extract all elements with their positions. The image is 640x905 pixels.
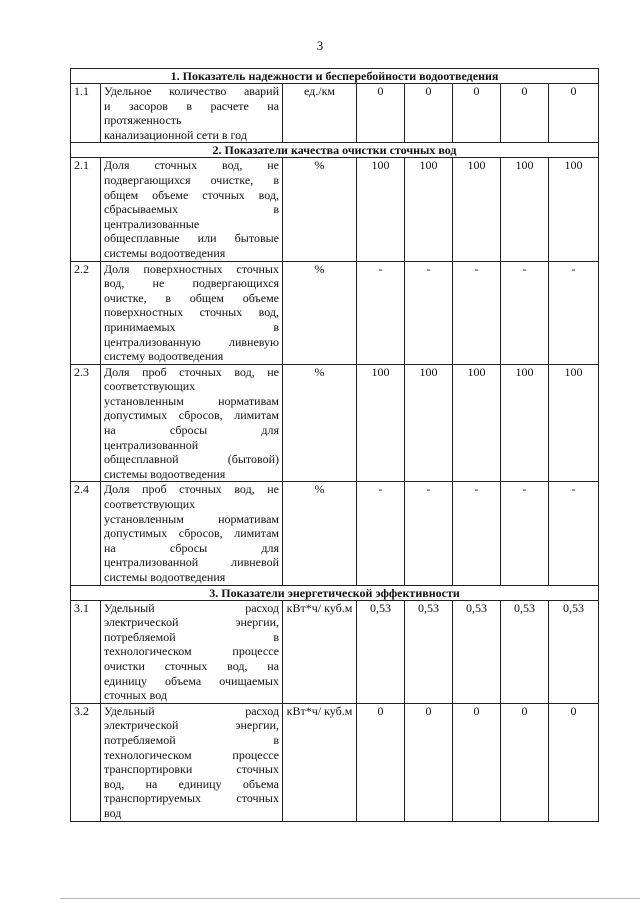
indicator-description [101, 703, 283, 821]
year-value: 0 [549, 703, 599, 821]
description-line: Удельный расход [104, 703, 279, 718]
indicator-row [71, 261, 599, 364]
indicators-table [70, 68, 599, 822]
description-line: потребляемой в [104, 732, 279, 747]
section-title: 2. Показатели качества очистки сточных вод [71, 143, 599, 158]
description-line: вод, не подвергающихся [104, 276, 279, 291]
description-line: системы водоотведения [104, 570, 226, 584]
description-line: соответствующих [104, 497, 196, 512]
indicator-number [71, 482, 101, 585]
indicator-number-text: 2.2 [74, 261, 89, 276]
scan-bottom-edge [60, 898, 640, 899]
description-line: Доля поверхностных сточных [104, 261, 279, 276]
indicator-row [71, 84, 599, 143]
indicator-row [71, 158, 599, 261]
year-value: 0,53 [357, 600, 405, 703]
description-line: вод [104, 805, 122, 820]
year-value: 100 [549, 158, 599, 261]
description-line: протяженность [104, 113, 182, 128]
description-line: системы водоотведения [104, 245, 226, 260]
year-value: 0 [501, 84, 549, 143]
section-header-row [71, 69, 599, 84]
description-line: систему водоотведения [104, 349, 224, 364]
year-value: 100 [357, 158, 405, 261]
description-line: установленным нормативам [104, 511, 279, 526]
description-line: общесплавной (бытовой) [104, 452, 279, 467]
year-value: 0 [357, 84, 405, 143]
description-line: установленным нормативам [104, 393, 279, 408]
year-value: - [501, 482, 549, 585]
indicator-description [101, 600, 283, 703]
page-number: 3 [316, 38, 324, 53]
indicator-description [101, 482, 283, 585]
year-value: 0,53 [501, 600, 549, 703]
indicator-number [71, 703, 101, 821]
description-line: канализационной сети в год [104, 127, 247, 142]
year-value: 0 [453, 703, 501, 821]
description-line: соответствующих [104, 379, 196, 394]
year-value: - [357, 482, 405, 585]
year-value: - [453, 482, 501, 585]
indicator-number-text: 2.4 [74, 482, 89, 497]
unit-of-measure: ед./км [283, 84, 357, 143]
indicator-description [101, 364, 283, 482]
indicator-row [71, 364, 599, 482]
unit-of-measure: кВт*ч/ куб.м [283, 703, 357, 821]
year-value: - [549, 261, 599, 364]
description-line: электрической энергии, [104, 718, 279, 733]
year-value: 100 [549, 364, 599, 482]
year-value: - [501, 261, 549, 364]
unit-of-measure: % [283, 364, 357, 482]
year-value: 0 [501, 703, 549, 821]
indicator-row [71, 600, 599, 703]
description-line: общем объеме сточных вод, [104, 187, 279, 202]
unit-of-measure: % [283, 261, 357, 364]
description-line: поверхностных сточных вод, [104, 305, 279, 320]
year-value: 0 [549, 84, 599, 143]
description-line: Удельный расход [104, 600, 279, 615]
description-line: транспортировки сточных [104, 762, 279, 777]
indicator-number [71, 158, 101, 261]
description-line: очистки сточных вод, на [104, 658, 279, 673]
description-line: централизованную ливневую [104, 334, 279, 349]
year-value: 100 [453, 364, 501, 482]
indicator-description [101, 261, 283, 364]
description-line: Удельное количество аварий [104, 84, 279, 98]
year-value: 0 [357, 703, 405, 821]
description-line: сточных вод [104, 688, 167, 703]
description-line: технологическом процессе [104, 747, 279, 762]
year-value: 0,53 [453, 600, 501, 703]
description-line: допустимых сбросов, лимитам [104, 526, 279, 541]
indicator-number-text: 2.1 [74, 158, 89, 173]
year-value: 100 [453, 158, 501, 261]
description-line: принимаемых в [104, 319, 279, 334]
description-line: Доля проб сточных вод, не [104, 482, 279, 497]
description-line: допустимых сбросов, лимитам [104, 408, 279, 423]
description-line: Доля сточных вод, не [104, 158, 279, 173]
description-line: Доля проб сточных вод, не [104, 364, 279, 379]
year-value: - [405, 482, 453, 585]
year-value: - [357, 261, 405, 364]
year-value: 100 [501, 364, 549, 482]
indicator-number [71, 600, 101, 703]
unit-of-measure: кВт*ч/ куб.м [283, 600, 357, 703]
description-line: на сбросы для [104, 423, 279, 438]
year-value: - [405, 261, 453, 364]
year-value: - [549, 482, 599, 585]
year-value: 0 [405, 84, 453, 143]
description-line: системы водоотведения [104, 466, 226, 481]
year-value: 100 [405, 364, 453, 482]
section-header-row [71, 143, 599, 158]
unit-of-measure: % [283, 482, 357, 585]
indicator-number-text: 1.1 [74, 84, 89, 98]
year-value: 100 [357, 364, 405, 482]
section-title: 3. Показатели энергетической эффективности [71, 585, 599, 600]
year-value: 0,53 [405, 600, 453, 703]
description-line: сбрасываемых в [104, 202, 279, 217]
indicator-number [71, 84, 101, 143]
description-line: централизованной ливневой [104, 555, 279, 570]
description-line: централизованные [104, 216, 200, 231]
description-line: централизованной [104, 437, 199, 452]
indicator-number-text: 2.3 [74, 364, 89, 379]
indicator-number [71, 261, 101, 364]
description-line: на сбросы для [104, 540, 279, 555]
indicator-number-text: 3.1 [74, 600, 89, 615]
indicator-description [101, 84, 283, 143]
indicator-description [101, 158, 283, 261]
description-line: единицу объема очищаемых [104, 673, 279, 688]
year-value: - [453, 261, 501, 364]
description-line: электрической энергии, [104, 615, 279, 630]
indicator-number [71, 364, 101, 482]
description-line: транспортируемых сточных [104, 791, 279, 806]
section-title: 1. Показатель надежности и бесперебойности водоотведения [71, 69, 599, 84]
description-line: и засоров в расчете на [104, 98, 279, 113]
description-line: потребляемой в [104, 629, 279, 644]
year-value: 0 [453, 84, 501, 143]
year-value: 100 [501, 158, 549, 261]
indicator-number-text: 3.2 [74, 703, 89, 718]
year-value: 100 [405, 158, 453, 261]
description-line: технологическом процессе [104, 644, 279, 659]
year-value: 0 [405, 703, 453, 821]
description-line: общесплавные или бытовые [104, 231, 279, 246]
year-value: 0,53 [549, 600, 599, 703]
description-line: вод, на единицу объема [104, 776, 279, 791]
indicator-row [71, 482, 599, 585]
section-header-row [71, 585, 599, 600]
indicator-row [71, 703, 599, 821]
unit-of-measure: % [283, 158, 357, 261]
description-line: очистке, в общем объеме [104, 290, 279, 305]
description-line: подвергающихся очистке, в [104, 172, 279, 187]
